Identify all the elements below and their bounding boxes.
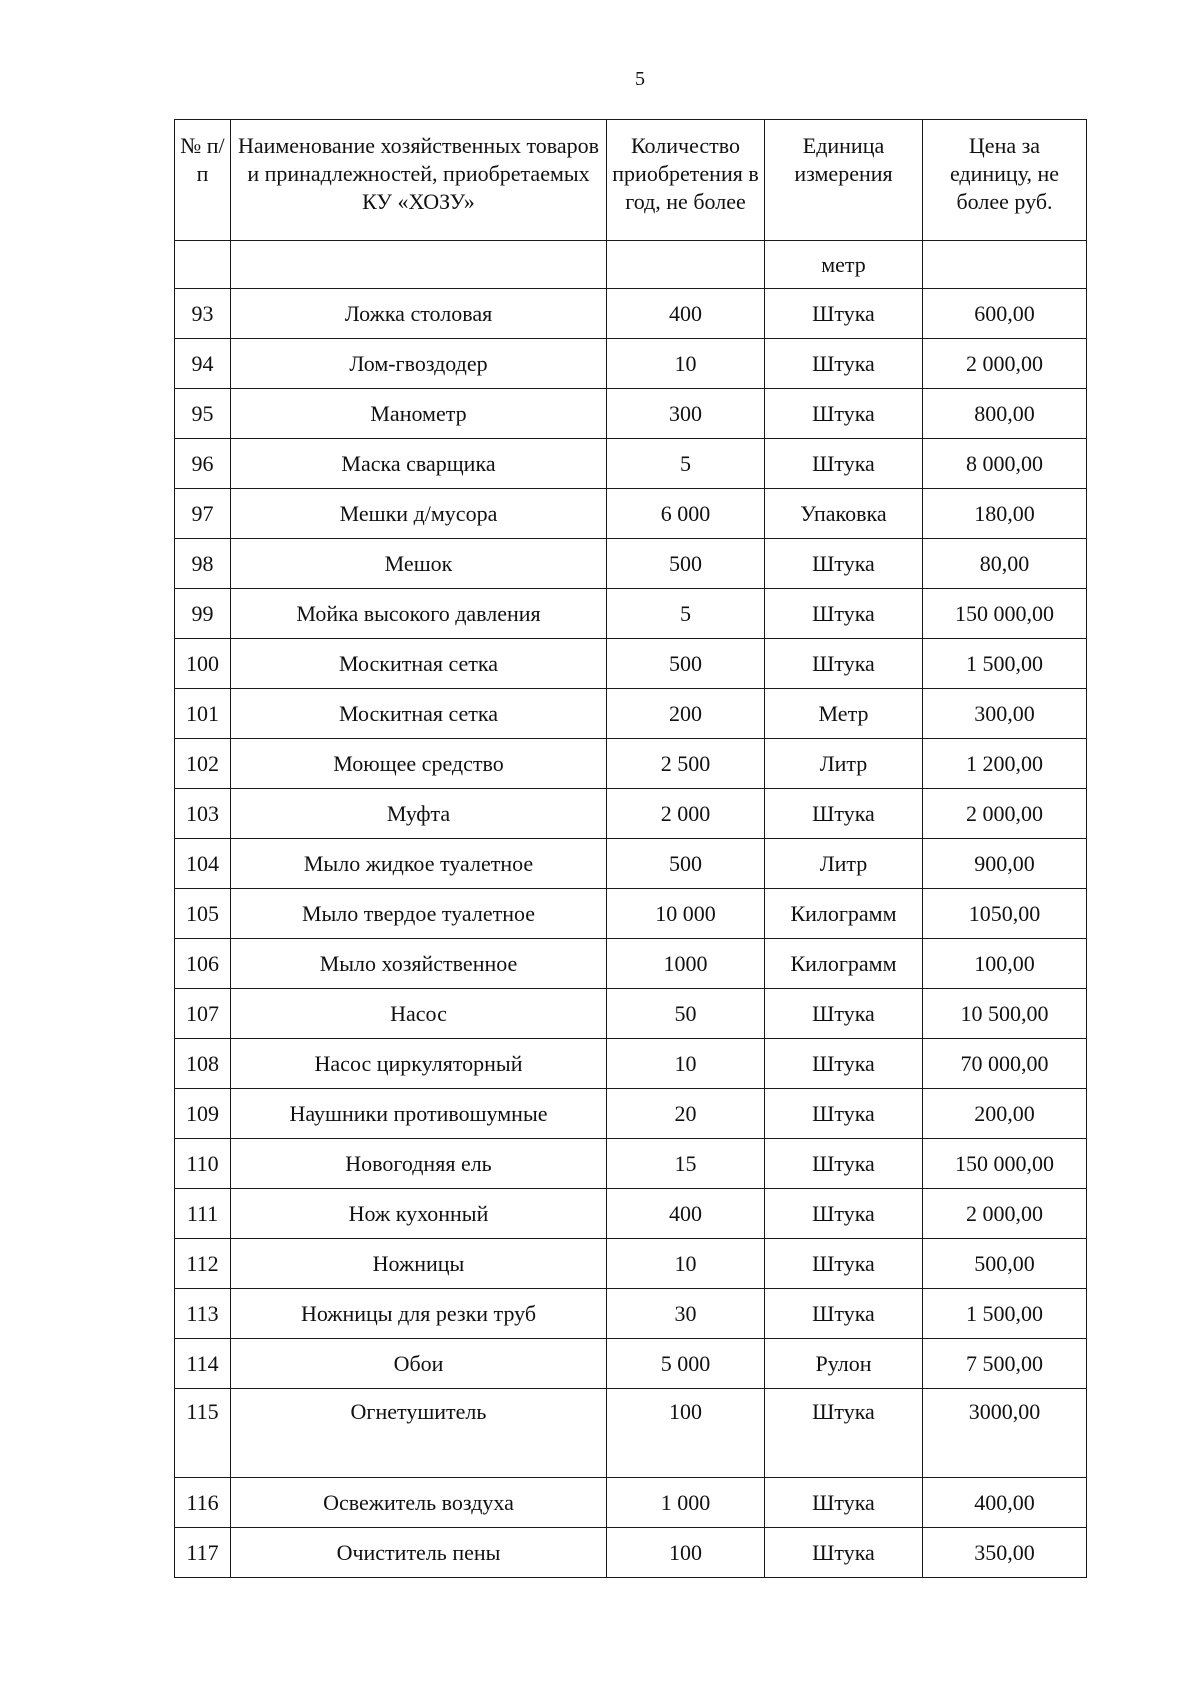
cell-name: Лом-гвоздодер — [231, 339, 607, 389]
cell-name: Мыло твердое туалетное — [231, 889, 607, 939]
cell-unit: Штука — [765, 289, 923, 339]
table-row — [175, 289, 1087, 339]
cell-name: Освежитель воздуха — [231, 1478, 607, 1528]
cell-name: Наушники противошумные — [231, 1089, 607, 1139]
cell-number: 109 — [175, 1089, 231, 1139]
cell-quantity: 100 — [607, 1389, 765, 1478]
cell-price: 400,00 — [923, 1478, 1087, 1528]
cell-price: 900,00 — [923, 839, 1087, 889]
cell-name: Москитная сетка — [231, 689, 607, 739]
table-row — [175, 1189, 1087, 1239]
cell-unit: Штука — [765, 439, 923, 489]
table-row — [175, 839, 1087, 889]
cell-quantity: 400 — [607, 1189, 765, 1239]
cell-unit: Упаковка — [765, 489, 923, 539]
cell-unit: Штука — [765, 539, 923, 589]
cell-quantity: 5 — [607, 589, 765, 639]
cell-price: 8 000,00 — [923, 439, 1087, 489]
cell-quantity: 20 — [607, 1089, 765, 1139]
cell-unit: Штука — [765, 1089, 923, 1139]
table-row — [175, 1528, 1087, 1578]
table-row — [175, 439, 1087, 489]
cell-unit: Штука — [765, 1389, 923, 1478]
cell-price: 350,00 — [923, 1528, 1087, 1578]
cell-quantity: 10 000 — [607, 889, 765, 939]
cell-quantity: 1 000 — [607, 1478, 765, 1528]
cell-unit: Литр — [765, 739, 923, 789]
cell-number: 98 — [175, 539, 231, 589]
continuation-row — [175, 241, 1087, 289]
cell-number: 94 — [175, 339, 231, 389]
cell-name: Нож кухонный — [231, 1189, 607, 1239]
cell-name: Насос циркуляторный — [231, 1039, 607, 1089]
cell-number: 99 — [175, 589, 231, 639]
cell-price: 7 500,00 — [923, 1339, 1087, 1389]
cell-price: 800,00 — [923, 389, 1087, 439]
cell-price: 2 000,00 — [923, 1189, 1087, 1239]
cell-name: Ложка столовая — [231, 289, 607, 339]
cell-quantity: 400 — [607, 289, 765, 339]
cell-unit: Рулон — [765, 1339, 923, 1389]
cell-number: 110 — [175, 1139, 231, 1189]
cell-number: 100 — [175, 639, 231, 689]
cell-price: 2 000,00 — [923, 339, 1087, 389]
cell-number: 104 — [175, 839, 231, 889]
cell-quantity: 50 — [607, 989, 765, 1039]
cell-quantity: 30 — [607, 1289, 765, 1339]
cell-unit: Метр — [765, 689, 923, 739]
table-row — [175, 689, 1087, 739]
cell-price: 1 200,00 — [923, 739, 1087, 789]
table-row — [175, 789, 1087, 839]
cell-number: 108 — [175, 1039, 231, 1089]
cell-quantity: 5 000 — [607, 1339, 765, 1389]
header-name: Наименование хозяйственных товаров и принадлежностей, приобретаемых КУ «ХОЗУ» — [231, 120, 607, 241]
cell-quantity: 2 500 — [607, 739, 765, 789]
table-row — [175, 489, 1087, 539]
cell-price: 70 000,00 — [923, 1039, 1087, 1089]
cell-price: 10 500,00 — [923, 989, 1087, 1039]
header-number: № п/п — [175, 120, 231, 241]
cell-number: 113 — [175, 1289, 231, 1339]
cell-name: Насос — [231, 989, 607, 1039]
cell-number: 117 — [175, 1528, 231, 1578]
table-row — [175, 989, 1087, 1039]
cell-name: Ножницы — [231, 1239, 607, 1289]
cell-unit: Штука — [765, 1289, 923, 1339]
table-row — [175, 589, 1087, 639]
cell-unit: Штука — [765, 1478, 923, 1528]
header-quantity: Количество приобретения в год, не более — [607, 120, 765, 241]
cell-number — [175, 241, 231, 289]
cell-price — [923, 241, 1087, 289]
cell-unit: Килограмм — [765, 889, 923, 939]
cell-unit: Штука — [765, 989, 923, 1039]
cell-price: 3000,00 — [923, 1389, 1087, 1478]
cell-quantity: 10 — [607, 1239, 765, 1289]
cell-unit: метр — [765, 241, 923, 289]
cell-quantity: 1000 — [607, 939, 765, 989]
header-price: Цена за единицу, не более руб. — [923, 120, 1087, 241]
cell-name: Маска сварщика — [231, 439, 607, 489]
table-body — [175, 241, 1087, 1578]
table-row — [175, 889, 1087, 939]
cell-price: 150 000,00 — [923, 589, 1087, 639]
cell-unit: Штука — [765, 639, 923, 689]
cell-name: Новогодняя ель — [231, 1139, 607, 1189]
cell-number: 115 — [175, 1389, 231, 1478]
table-row — [175, 539, 1087, 589]
cell-unit: Штука — [765, 1039, 923, 1089]
cell-unit: Штука — [765, 589, 923, 639]
cell-number: 96 — [175, 439, 231, 489]
cell-number: 116 — [175, 1478, 231, 1528]
cell-unit: Штука — [765, 789, 923, 839]
cell-unit: Штука — [765, 1528, 923, 1578]
cell-number: 103 — [175, 789, 231, 839]
cell-quantity: 10 — [607, 339, 765, 389]
cell-price: 80,00 — [923, 539, 1087, 589]
cell-quantity: 500 — [607, 839, 765, 889]
cell-unit: Штука — [765, 1189, 923, 1239]
cell-name: Огнетушитель — [231, 1389, 607, 1478]
cell-name: Муфта — [231, 789, 607, 839]
cell-number: 111 — [175, 1189, 231, 1239]
cell-name: Ножницы для резки труб — [231, 1289, 607, 1339]
cell-number: 105 — [175, 889, 231, 939]
table-row — [175, 939, 1087, 989]
cell-number: 102 — [175, 739, 231, 789]
cell-number: 93 — [175, 289, 231, 339]
cell-name: Мойка высокого давления — [231, 589, 607, 639]
cell-quantity: 10 — [607, 1039, 765, 1089]
cell-price: 200,00 — [923, 1089, 1087, 1139]
table-row — [175, 1239, 1087, 1289]
header-unit: Единица измерения — [765, 120, 923, 241]
cell-number: 106 — [175, 939, 231, 989]
cell-price: 180,00 — [923, 489, 1087, 539]
cell-quantity: 6 000 — [607, 489, 765, 539]
cell-number: 112 — [175, 1239, 231, 1289]
cell-price: 2 000,00 — [923, 789, 1087, 839]
cell-quantity: 100 — [607, 1528, 765, 1578]
table-row — [175, 639, 1087, 689]
cell-unit: Штука — [765, 1239, 923, 1289]
cell-name: Моющее средство — [231, 739, 607, 789]
cell-name: Очиститель пены — [231, 1528, 607, 1578]
table-row — [175, 739, 1087, 789]
table-row — [175, 1039, 1087, 1089]
cell-unit: Штука — [765, 389, 923, 439]
cell-number: 97 — [175, 489, 231, 539]
goods-table — [174, 119, 1087, 1578]
cell-name: Мешок — [231, 539, 607, 589]
cell-unit: Штука — [765, 1139, 923, 1189]
cell-name: Обои — [231, 1339, 607, 1389]
cell-price: 1 500,00 — [923, 639, 1087, 689]
cell-price: 150 000,00 — [923, 1139, 1087, 1189]
cell-price: 600,00 — [923, 289, 1087, 339]
table-row — [175, 1339, 1087, 1389]
cell-price: 1050,00 — [923, 889, 1087, 939]
cell-name: Мешки д/мусора — [231, 489, 607, 539]
cell-name: Манометр — [231, 389, 607, 439]
cell-price: 500,00 — [923, 1239, 1087, 1289]
cell-unit: Килограмм — [765, 939, 923, 989]
cell-price: 300,00 — [923, 689, 1087, 739]
table-row — [175, 1139, 1087, 1189]
table-row — [175, 1089, 1087, 1139]
cell-number: 101 — [175, 689, 231, 739]
table-row — [175, 1478, 1087, 1528]
cell-unit: Литр — [765, 839, 923, 889]
cell-name: Мыло хозяйственное — [231, 939, 607, 989]
cell-quantity — [607, 241, 765, 289]
cell-quantity: 300 — [607, 389, 765, 439]
table-row — [175, 1389, 1087, 1478]
cell-quantity: 500 — [607, 539, 765, 589]
table-row — [175, 339, 1087, 389]
cell-price: 100,00 — [923, 939, 1087, 989]
cell-name — [231, 241, 607, 289]
table-row — [175, 1289, 1087, 1339]
table-header-row — [175, 120, 1087, 241]
cell-number: 95 — [175, 389, 231, 439]
cell-price: 1 500,00 — [923, 1289, 1087, 1339]
cell-quantity: 15 — [607, 1139, 765, 1189]
table-row — [175, 389, 1087, 439]
cell-quantity: 200 — [607, 689, 765, 739]
cell-quantity: 5 — [607, 439, 765, 489]
cell-number: 107 — [175, 989, 231, 1039]
cell-name: Москитная сетка — [231, 639, 607, 689]
cell-quantity: 500 — [607, 639, 765, 689]
cell-quantity: 2 000 — [607, 789, 765, 839]
cell-unit: Штука — [765, 339, 923, 389]
cell-number: 114 — [175, 1339, 231, 1389]
page-number: 5 — [635, 68, 645, 90]
cell-name: Мыло жидкое туалетное — [231, 839, 607, 889]
